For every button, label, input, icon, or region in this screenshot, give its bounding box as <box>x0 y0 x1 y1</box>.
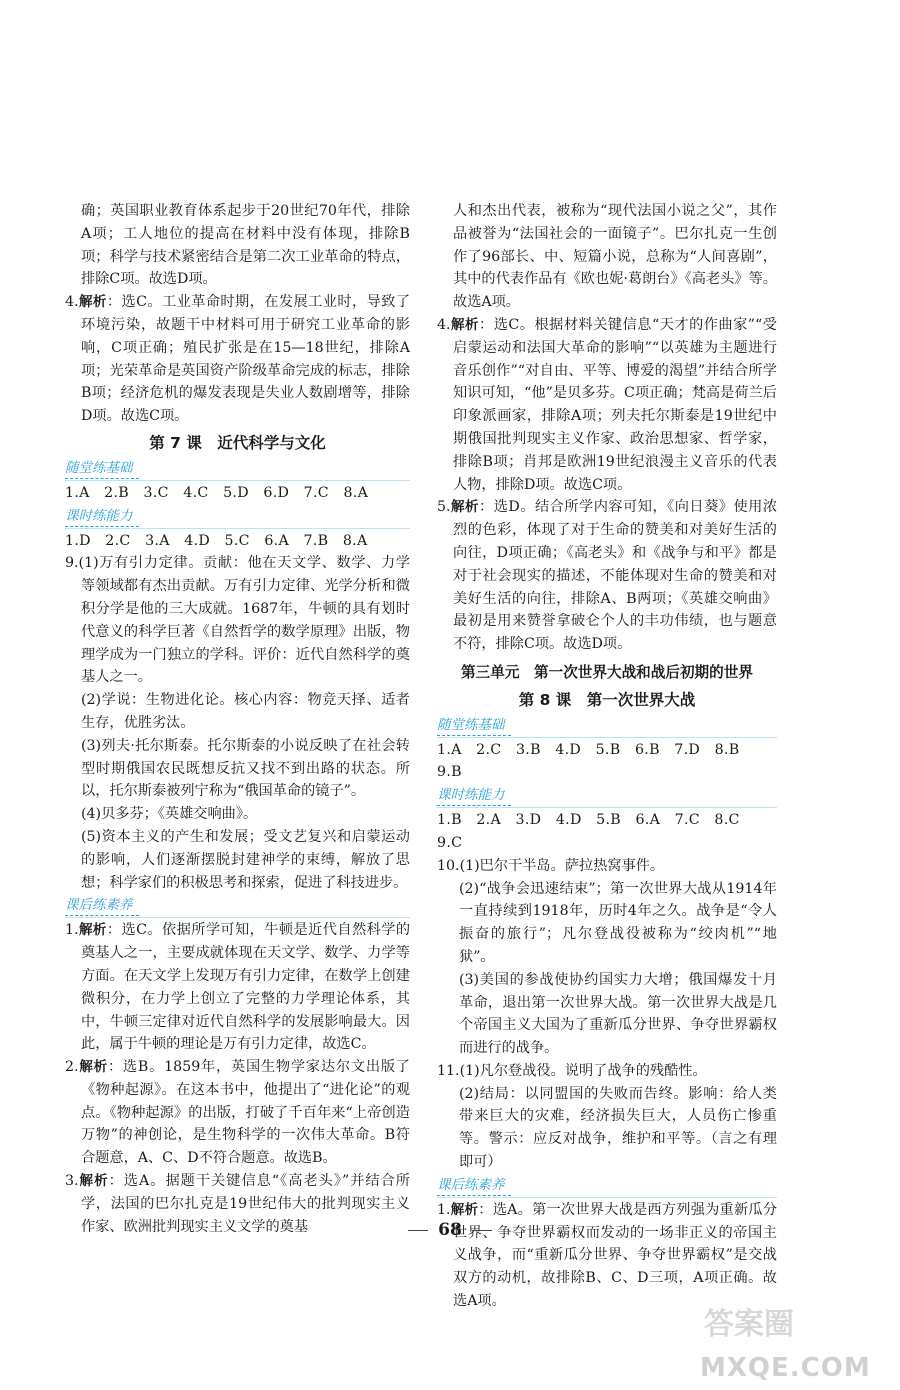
answer-11-1: 11.(1)凡尔登战役。说明了战争的残酷性。 <box>437 1062 707 1079</box>
section-tag-basic: 随堂练基础 <box>65 458 139 479</box>
section-tag-ability-2: 课时练能力 <box>437 785 511 806</box>
left-column <box>65 200 410 1238</box>
answer-9-5: (5)资本主义的产生和发展；受文艺复兴和启蒙运动的影响，人们逐渐摆脱封建神学的束缚，解放了思想；科学家们的积极思考和探索，促进了科技进步。 <box>81 828 410 891</box>
right-column <box>437 200 777 1313</box>
answers-ability: 1.D 2.C 3.A 4.D 5.C 6.A 7.B 8.A <box>65 532 368 549</box>
answers-ability-2: 1.B 2.A 3.D 4.D 5.B 6.A 7.C 8.C <box>437 812 740 829</box>
answers-basic-2: 1.A 2.C 3.B 4.D 5.B 6.B 7.D 8.B <box>437 741 740 758</box>
page-number: 68 <box>0 1220 900 1240</box>
literacy-answer-1-lesson8: 1.解析：选A。第一次世界大战是西方列强为重新瓜分世界、争夺世界霸权而发动的一场非正义的帝国主义战争，而“重新瓜分世界、争夺世界霸权”是交战双方的动机，故排除B、C、D三项，A项正确。故选A项。 <box>437 1201 778 1310</box>
literacy-answer-2: 2.解析：选B。1859年，英国生物学家达尔文出版了《物种起源》。在这本书中，他提出了“进化论”的观点。《物种起源》的出版，打破了千百年来“上帝创造万物”的神创论，是生物科学的一次伟大革命。B符合题意，A、C、D不符合题意。故选B。 <box>65 1059 410 1167</box>
answers-basic-2-cont: 9.B <box>437 764 462 781</box>
answer-9-2: (2)学说：生物进化论。核心内容：物竞天择、适者生存，优胜劣汰。 <box>81 692 410 731</box>
lesson-7-title: 第 7 课 近代科学与文化 <box>149 433 326 452</box>
answers-basic: 1.A 2.B 3.C 4.C 5.D 6.D 7.C 8.A <box>65 484 369 501</box>
answers-ability-2-cont: 9.C <box>437 834 463 851</box>
answer-11-2: (2)结局：以同盟国的失败而告终。影响：给人类带来巨大的灾难，经济损失巨大，人员伤亡惨重等。警示：应反对战争，维护和平等。（言之有理即可） <box>459 1085 777 1171</box>
watermark-text: 答案圈 <box>704 1307 794 1342</box>
section-tag-basic-2: 随堂练基础 <box>437 715 511 736</box>
answer-10-3: (3)美国的参战使协约国实力大增；俄国爆发十月革命，退出第一次世界大战。第一次世界大战是几个帝国主义大国为了重新瓜分世界、争夺世界霸权而进行的战争。 <box>459 971 777 1057</box>
answer-4: 4.解析：选C。工业革命时期，在发展工业时，导致了环境污染，故题干中材料可用于研究工业革命的影响，C项正确；殖民扩张是在15—18世纪，排除A项；光荣革命是英国资产阶级革命完成的标志，排除B项；经济危机的爆发表现是失业人数剧增等，排除D项。故选C项。 <box>65 294 411 425</box>
literacy-answer-1: 1.解析：选C。依据所学可知，牛顿是近代自然科学的奠基人之一，主要成就体现在天文学、数学、力学等方面。在天文学上发现万有引力定律，在数学上创建微积分，在力学上创立了完整的力学理论体系，其中，牛顿三定律对近代自然科学的发展影响最大。因此，属于牛顿的理论是万有引力定律，故选C。 <box>65 922 411 1053</box>
answer-9-3: (3)列夫·托尔斯泰。托尔斯泰的小说反映了在社会转型时期俄国农民既想反抗又找不到出路的状态。所以，托尔斯泰被列宁称为“俄国革命的镜子”。 <box>81 737 410 800</box>
literacy-answer-5: 5.解析：选D。结合所学内容可知，《向日葵》使用浓烈的色彩，体现了对于生命的赞美和对美好生活的向往，D项正确；《高老头》和《战争与和平》都是对于社会现实的描述，不能体现对生命的赞美和对美好生活的向往，排除A、B两项；《英雄交响曲》最初是用来赞誉拿破仑个人的丰功伟绩，也与题意不符，排除C项。故选D项。 <box>437 499 778 653</box>
watermark-logo <box>696 1300 886 1385</box>
section-tag-literacy: 课后练素养 <box>65 895 139 916</box>
section-tag-ability: 课时练能力 <box>65 506 139 527</box>
section-tag-literacy-2: 课后练素养 <box>437 1175 511 1196</box>
lesson-8-title: 第 8 课 第一次世界大战 <box>518 690 696 709</box>
watermark-url: MXQE.COM <box>700 1353 871 1383</box>
answer-3-continued-right: 人和杰出代表，被称为“现代法国小说之父”，其作品被誉为“法国社会的一面镜子”。巴尔扎克一生创作了96部长、中、短篇小说，总称为“人间喜剧”，其中的代表作品有《欧也妮·葛朗台》《高老头》等。故选A项。 <box>453 203 777 311</box>
answer-10-1: 10.(1)巴尔干半岛。萨拉热窝事件。 <box>437 857 665 874</box>
literacy-answer-3: 3.解析：选A。据题干关键信息“《高老头》”并结合所学，法国的巴尔扎克是19世纪伟大的批判现实主义作家、欧洲批判现实主义文学的奠基 <box>65 1173 410 1235</box>
answer-3-continued: 确；英国职业教育体系起步于20世纪70年代，排除A项；工人地位的提高在材料中没有体现，排除B项；科学与技术紧密结合是第二次工业革命的特点，排除C项。故选D项。 <box>81 203 410 288</box>
answer-9-1: 9.(1)万有引力定律。贡献：他在天文学、数学、力学等领域都有杰出贡献。万有引力定律、光学分析和微积分学是他的三大成就。1687年，牛顿的具有划时代意义的科学巨著《自然哲学的数学原理》出版，物理学成为一门独立的学科。评价：近代自然科学的奠基人之一。 <box>65 555 410 686</box>
answer-9-4: (4)贝多芬；《英雄交响曲》。 <box>81 806 258 823</box>
answer-10-2: (2)“战争会迅速结束”；第一次世界大战从1914年一直持续到1918年，历时4年之久。战争是“令人振奋的旅行”；凡尔登战役被称为“绞肉机”“地狱”。 <box>459 880 777 965</box>
unit-3-title: 第三单元 第一次世界大战和战后初期的世界 <box>461 663 753 681</box>
literacy-answer-4: 4.解析：选C。根据材料关键信息“天才的作曲家”“受启蒙运动和法国大革命的影响”“以英雄为主题进行音乐创作”“对自由、平等、博爱的渴望”并结合所学知识可知，“他”是贝多芬。C项正确；梵高是荷兰后印象派画家，排除A项；列夫托尔斯泰是19世纪中期俄国批判现实主义作家、政治思想家、哲学家，排除B项；肖邦是欧洲19世纪浪漫主义音乐的代表人物，排除D项。故选C项。 <box>437 316 777 493</box>
